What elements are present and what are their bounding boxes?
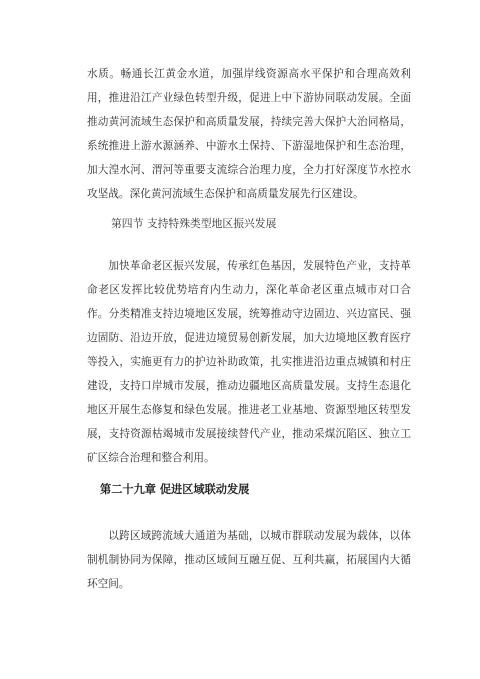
section-heading: 第四节 支持特殊类型地区振兴发展: [111, 217, 277, 230]
chapter-heading: 第二十九章 促进区域联动发展: [100, 483, 250, 496]
paragraph-regional-linkage: 以跨区域跨流域大通道为基础，以城市群联动发展为载体，以体制机制协同为保障，推动区域间互融互促、互利共赢，拓展国内大循环空间。: [87, 530, 411, 590]
paragraph-special-regions: 加快革命老区振兴发展，传承红色基因，发展特色产业，支持革命老区发挥比较优势培育内生动力，深化革命老区重点城市对口合作。分类精准支持边境地区发展，统筹推动守边固边、兴边富民、强边固防、沿边开放，促进边境贸易创新发展，加大边境地区教育医疗等投入，实施更有力的护边补助政策，扎实推进沿边重点城镇和村庄建设，支持口岸城市发展，推动边疆地区高质量发展。支持生态退化地区开展生态修复和绿色发展。推进老工业基地、资源型地区转型发展，支持资源枯竭城市发展接续替代产业，推动采煤沉陷区、独立工矿区综合治理和整合利用。: [87, 260, 411, 464]
paragraph-river-basins: 水质。畅通长江黄金水道，加强岸线资源高水平保护和合理高效利用，推进沿江产业绿色转型升级，促进上中下游协同联动发展。全面推动黄河流域生态保护和高质量发展，持续完善大保护大治同格局，系统推进上游水源涵养、中游水土保持、下游湿地保护和生态治理，加大湟水河、渭河等重要支流综合治理力度，全力打好深度节水控水攻坚战。深化黄河流域生态保护和高质量发展先行区建设。: [87, 68, 411, 200]
